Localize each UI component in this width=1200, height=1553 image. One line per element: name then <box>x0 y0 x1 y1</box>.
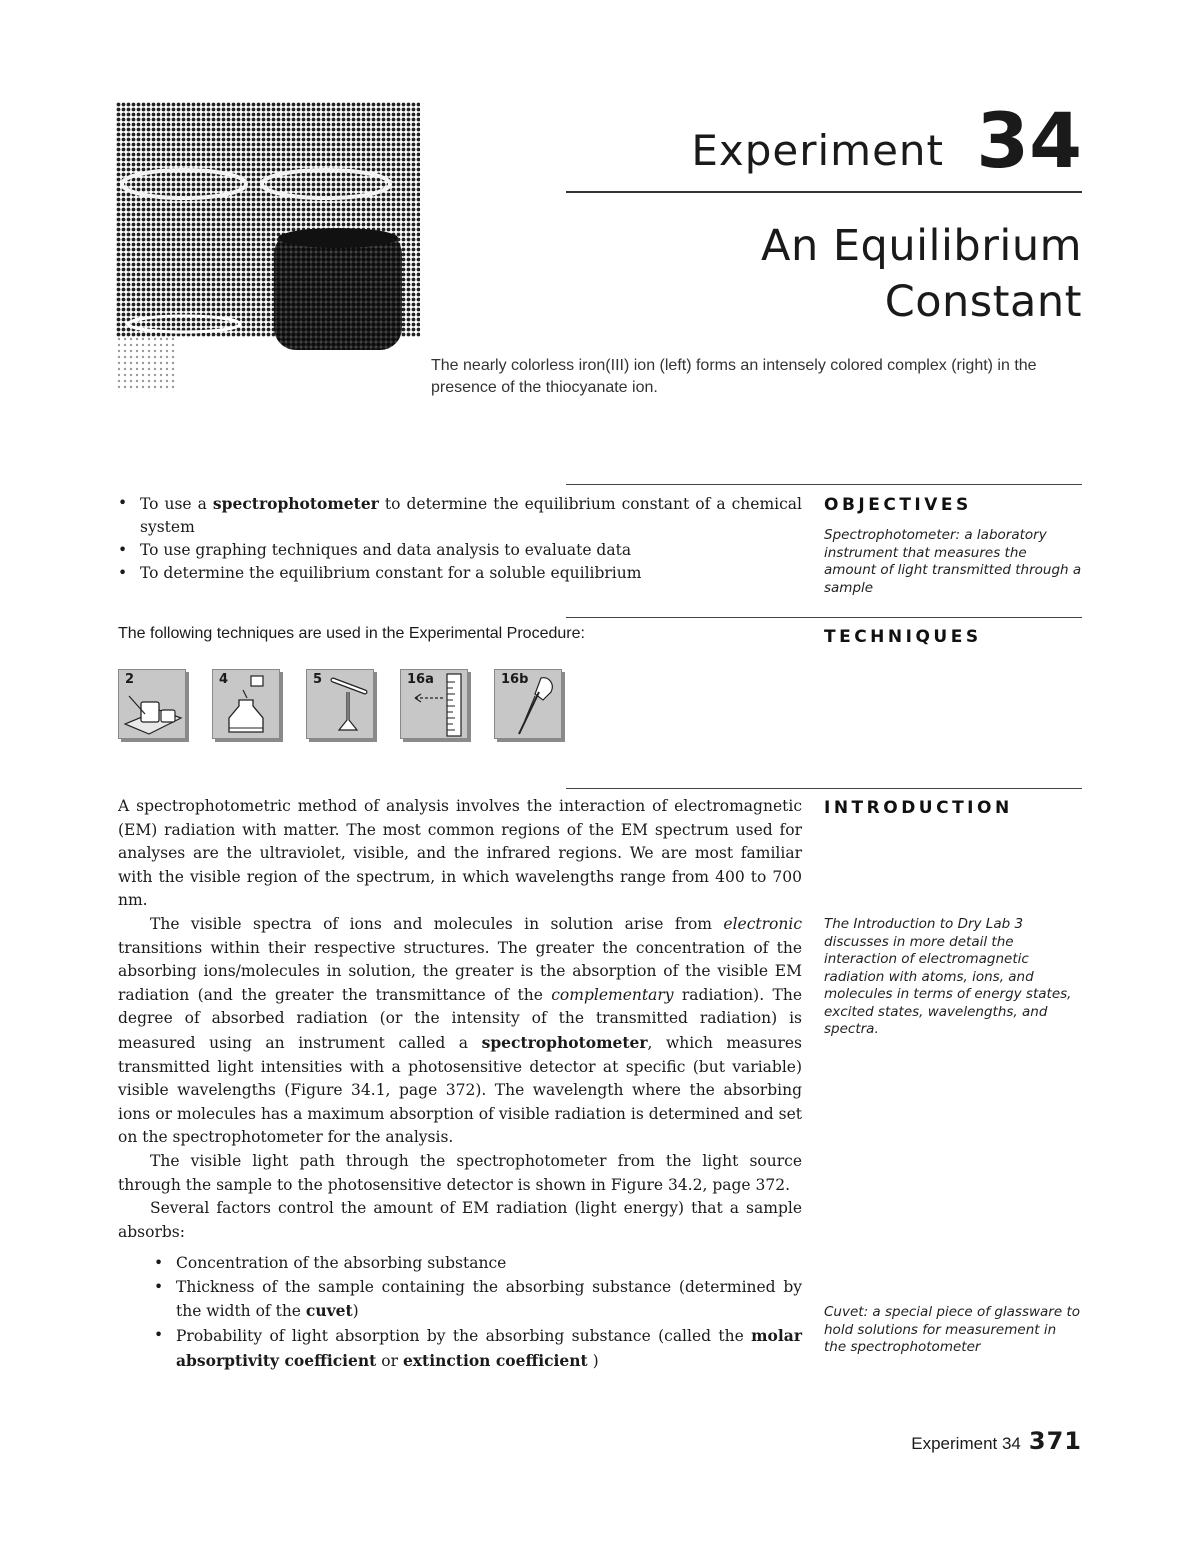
techniques-intro: The following techniques are used in the Experimental Procedure: <box>118 625 585 642</box>
term-spectrophotometer: spectrophotometer <box>481 1032 648 1052</box>
pipet-hand-icon <box>495 670 561 738</box>
technique-16b <box>494 669 562 739</box>
term-complementary: complementary <box>551 985 674 1004</box>
technique-number: 16b <box>501 672 529 687</box>
margin-note-dry-lab: The Introduction to Dry Lab 3 discusses in more detail the interaction of electromagnetic radiation with atoms, ions, and molecules in terms of energy states, excited states, wavelengths, and spectra. <box>824 916 1072 1037</box>
list-item: • To use graphing techniques and data analysis to evaluate data <box>118 539 802 562</box>
term-spectrophotometer: spectrophotometer <box>212 494 379 513</box>
factors-list <box>118 1252 802 1373</box>
introduction-body <box>118 795 802 1373</box>
objectives-rule <box>566 484 1082 485</box>
technique-16a <box>400 669 468 739</box>
glassware-icon <box>119 670 185 738</box>
technique-5 <box>306 669 374 739</box>
footer-label: Experiment 34 <box>911 1434 1021 1453</box>
term-molar-absorptivity: molar absorptivity coefficient <box>176 1326 802 1370</box>
technique-4 <box>212 669 280 739</box>
page-number: 371 <box>1028 1427 1082 1455</box>
intro-paragraph-3: The visible light path through the spectrophotometer from the light source through the sample to the photosensitive detector is shown in Figure 34.2, page 372. <box>118 1151 802 1194</box>
page-title <box>761 218 1082 330</box>
reagent-bottle-icon <box>213 670 279 738</box>
technique-number: 5 <box>313 672 323 687</box>
list-item: • Probability of light absorption by the absorbing substance (called the molar absorptivity coefficient or extinction coefficient ) <box>154 1324 802 1373</box>
term-extinction-coefficient: extinction coefficient <box>402 1350 588 1370</box>
pipet-flask-icon <box>307 670 373 738</box>
term-cuvet: cuvet <box>305 1301 353 1321</box>
photo-caption: The nearly colorless iron(III) ion (left) forms an intensely colored complex (right) in the presence of the thiocyanate ion. <box>431 357 1037 396</box>
intro-paragraph-4: Several factors control the amount of EM radiation (light energy) that a sample absorbs: <box>118 1199 802 1241</box>
list-item: • Thickness of the sample containing the absorbing substance (determined by the width of the cuvet) <box>154 1276 802 1324</box>
experiment-number: 34 <box>976 96 1082 185</box>
techniques-rule <box>566 617 1082 618</box>
page-footer <box>911 1427 1082 1455</box>
title-line-1: An Equilibrium <box>761 221 1082 271</box>
technique-number: 2 <box>125 672 135 687</box>
list-item: • Concentration of the absorbing substance <box>154 1252 802 1276</box>
header-rule <box>566 191 1082 193</box>
term-electronic: electronic <box>723 914 802 933</box>
list-item: • To use a spectrophotometer to determine the equilibrium constant of a chemical system <box>118 492 802 539</box>
objectives-heading: OBJECTIVES <box>824 495 972 515</box>
list-item: • To determine the equilibrium constant for a soluble equilibrium <box>118 562 802 585</box>
technique-number: 4 <box>219 672 229 687</box>
objectives-list <box>118 492 802 585</box>
techniques-icons <box>118 669 562 739</box>
margin-note-spectrophotometer: Spectrophotometer: a laboratory instrument that measures the amount of light transmitted through a sample <box>824 527 1082 596</box>
introduction-heading: INTRODUCTION <box>824 798 1013 818</box>
title-line-2: Constant <box>884 277 1082 327</box>
margin-note-cuvet: Cuvet: a special piece of glassware to hold solutions for measurement in the spectrophotometer <box>824 1304 1080 1355</box>
graduated-scale-icon <box>401 670 467 738</box>
techniques-heading: TECHNIQUES <box>824 627 982 647</box>
technique-number: 16a <box>407 672 434 687</box>
experiment-label: Experiment <box>691 126 944 175</box>
technique-2 <box>118 669 186 739</box>
introduction-rule <box>566 788 1082 789</box>
intro-paragraph-1: A spectrophotometric method of analysis involves the interaction of electromagnetic (EM) radiation with matter. The most common regions of the EM spectrum used for analyses are the ultraviolet, visible, and the infrared regions. We are most familiar with the visible region of the spectrum, in which wavelengths range from 400 to 700 nm. <box>118 797 802 910</box>
intro-paragraph-2: The visible spectra of ions and molecules in solution arise from electronic transitions within their respective structures. The greater the concentration of the absorbing ions/molecules in solution, the greater is the absorption of the visible EM radiation (and the greater the transmittance of the complementary radiation). The degree of absorbed radiation (or the intensity of the transmitted radiation) is measured using an instrument called a spectrophotometer, which measures transmitted light intensities with a photosensitive detector at specific (but variable) visible wavelengths (Figure 34.1, page 372). The wavelength where the absorbing ions or molecules has a maximum absorption of visible radiation is determined and set on the spectrophotometer for the analysis. <box>118 914 803 1147</box>
beakers-photo <box>116 102 420 392</box>
